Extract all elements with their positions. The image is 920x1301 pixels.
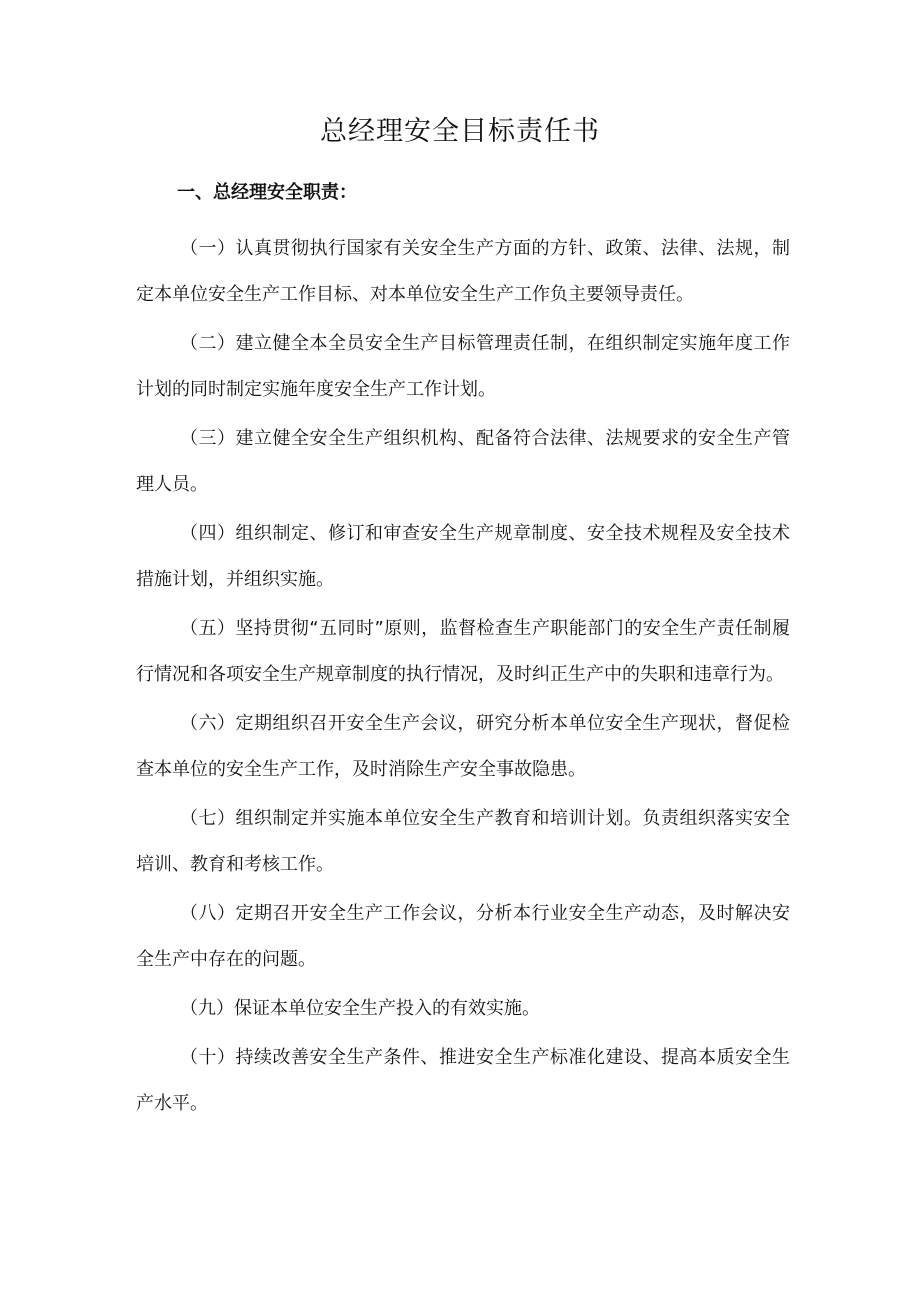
clause-3: （三）建立健全安全生产组织机构、配备符合法律、法规要求的安全生产管理人员。 — [136, 428, 790, 495]
clause-7: （七）组织制定并实施本单位安全生产教育和培训计划。负责组织落实安全培训、教育和考核工作。 — [136, 808, 790, 875]
clause-1: （一）认真贯彻执行国家有关安全生产方面的方针、政策、法律、法规，制定本单位安全生产工作目标、对本单位安全生产工作负主要领导责任。 — [136, 238, 790, 305]
clause-list — [136, 226, 790, 1130]
clause-6: （六）定期组织召开安全生产会议，研究分析本单位安全生产现状，督促检查本单位的安全生产工作，及时消除生产安全事故隐患。 — [136, 713, 790, 780]
document-title: 总经理安全目标责任书 — [320, 116, 600, 147]
clause-8: （八）定期召开安全生产工作会议，分析本行业安全生产动态，及时解决安全生产中存在的问题。 — [136, 903, 790, 970]
clause-4: （四）组织制定、修订和审查安全生产规章制度、安全技术规程及安全技术措施计划，并组织实施。 — [136, 523, 790, 590]
section-heading: 一、总经理安全职责： — [177, 182, 357, 203]
clause-10: （十）持续改善安全生产条件、推进安全生产标准化建设、提高本质安全生产水平。 — [136, 1047, 790, 1114]
clause-9: （九）保证本单位安全生产投入的有效实施。 — [180, 998, 540, 1019]
clause-2: （二）建立健全本全员安全生产目标管理责任制，在组织制定实施年度工作计划的同时制定实施年度安全生产工作计划。 — [136, 333, 790, 400]
clause-5: （五）坚持贯彻“五同时”原则，监督检查生产职能部门的安全生产责任制履行情况和各项安全生产规章制度的执行情况，及时纠正生产中的失职和违章行为。 — [136, 618, 790, 685]
